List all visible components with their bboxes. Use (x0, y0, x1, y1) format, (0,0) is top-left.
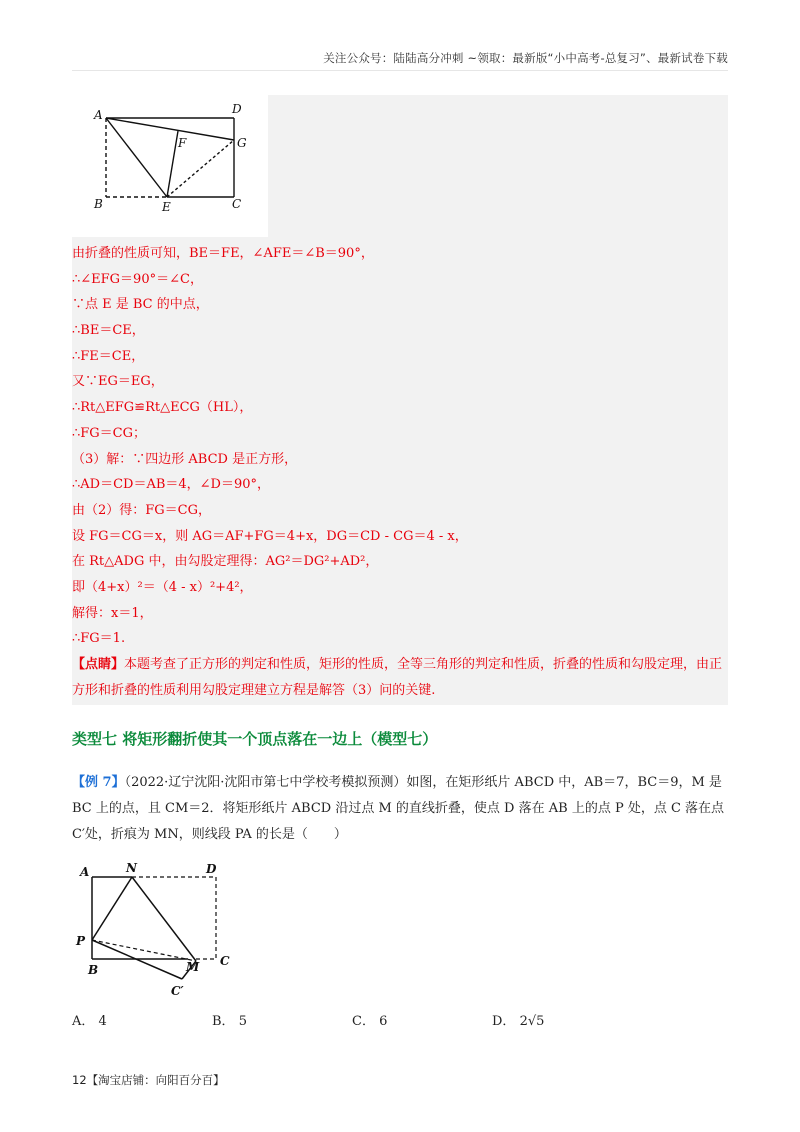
figure-2-svg (70, 858, 250, 1008)
fig1-label-c: C (232, 197, 242, 211)
fig1-label-b: B (94, 197, 103, 211)
fig1-line-fe (167, 131, 178, 197)
choice-d[interactable] (492, 1010, 544, 1029)
solution-text (72, 241, 728, 704)
footer-shop-text: 【淘宝店铺：向阳百分百】 (86, 1073, 225, 1087)
note-label: 【点睛】 (72, 657, 125, 672)
figure-rectangle-fold-2 (70, 858, 250, 1008)
choice-b[interactable] (212, 1010, 247, 1029)
solution-line: ∴BE＝CE， (72, 323, 145, 339)
example-problem (72, 770, 728, 848)
fig2-label-d: D (206, 862, 217, 876)
choice-c-label: C． (352, 1014, 375, 1029)
fig2-label-m: M (186, 960, 200, 974)
solution-line: ∴AD＝CD＝AB＝4，∠D＝90°， (72, 477, 271, 493)
example-label: 【例 7】 (72, 775, 125, 790)
header-divider (72, 70, 728, 71)
answer-choices (72, 1010, 728, 1032)
fig1-label-d: D (232, 102, 242, 116)
choice-d-label: D． (492, 1014, 516, 1029)
note-text: 本题考查了正方形的判定和性质，矩形的性质，全等三角形的判定和性质，折叠的性质和勾股定理，由正方形和折叠的性质利用勾股定理建立方程是解答（3）问的关键. (72, 657, 723, 698)
section-title: 类型七 将矩形翻折使其一个顶点落在一边上（模型七） (72, 730, 438, 748)
choice-b-label: B． (212, 1014, 235, 1029)
fig2-label-b: B (88, 963, 99, 977)
fig2-label-p: P (76, 934, 86, 948)
choice-c-value: 6 (379, 1014, 388, 1029)
fig1-label-f: F (178, 136, 187, 150)
fig1-label-e: E (162, 200, 171, 214)
example-text: （2022·辽宁沈阳·沈阳市第七中学校考模拟预测）如图，在矩形纸片 ABCD 中，AB＝7，BC＝9，M 是 BC 上的点，且 CM＝2．将矩形纸片 ABCD 沿过点 M 的直线折叠，使点 D 落在 AB 上的点 P 处，点 C 落在点 C′处，折痕为 MN，则线段 PA 的长是（ ） (72, 775, 725, 842)
page-footer (72, 1072, 225, 1088)
fig2-label-a: A (80, 865, 90, 879)
solution-line: 在 Rt△ADG 中，由勾股定理得：AG²＝DG²+AD²， (72, 554, 379, 570)
solution-line: ∴FG＝1. (72, 631, 126, 647)
fig2-fold-nm (132, 877, 196, 961)
fig2-label-c: C (220, 954, 230, 968)
solution-line: 解得：x＝1， (72, 605, 153, 621)
solution-line: 由折叠的性质可知，BE＝FE，∠AFE＝∠B＝90°， (72, 246, 374, 261)
figure-rectangle-fold-1 (72, 95, 268, 237)
fig1-fold-ae (106, 118, 167, 197)
choice-d-value: 2√5 (519, 1014, 545, 1029)
fig1-line-ag (106, 118, 234, 140)
solution-line: 即（4+x）²＝（4 - x）²+4²， (72, 579, 253, 595)
solution-line: ∵点 E 是 BC 的中点， (72, 297, 209, 313)
fig2-line-pm-dashed (92, 940, 196, 961)
solution-line: ∴FE＝CE， (72, 348, 145, 364)
page-header: 关注公众号：陆陆高分冲刺 ~领取：最新版“小中高考-总复习”、最新试卷下载 (323, 51, 728, 65)
figure-1-svg (72, 95, 268, 237)
page-number: 12 (72, 1073, 87, 1087)
fig1-label-g: G (237, 136, 247, 150)
solution-line: 由（2）得：FG＝CG， (72, 502, 212, 518)
choice-a[interactable] (72, 1010, 107, 1029)
solution-line: ∴Rt△EFG≌Rt△ECG（HL）， (72, 400, 253, 416)
solution-line: ∴FG＝CG； (72, 425, 147, 441)
fig2-edge-np (92, 877, 132, 940)
choice-a-value: 4 (98, 1014, 107, 1029)
solution-line: 又∵EG＝EG， (72, 374, 164, 390)
fig1-label-a: A (94, 108, 103, 122)
fig2-label-n: N (126, 861, 137, 875)
solution-note (72, 652, 728, 704)
solution-line: 设 FG＝CG＝x，则 AG＝AF+FG＝4+x，DG＝CD - CG＝4 - x， (72, 528, 468, 544)
solution-line: ∴∠EFG＝90°＝∠C， (72, 271, 203, 287)
choice-b-value: 5 (238, 1014, 247, 1029)
choice-a-label: A． (72, 1014, 95, 1029)
fig2-label-c-prime: C′ (171, 984, 184, 998)
solution-line: （3）解：∵四边形 ABCD 是正方形， (72, 451, 298, 467)
choice-c[interactable] (352, 1010, 387, 1029)
